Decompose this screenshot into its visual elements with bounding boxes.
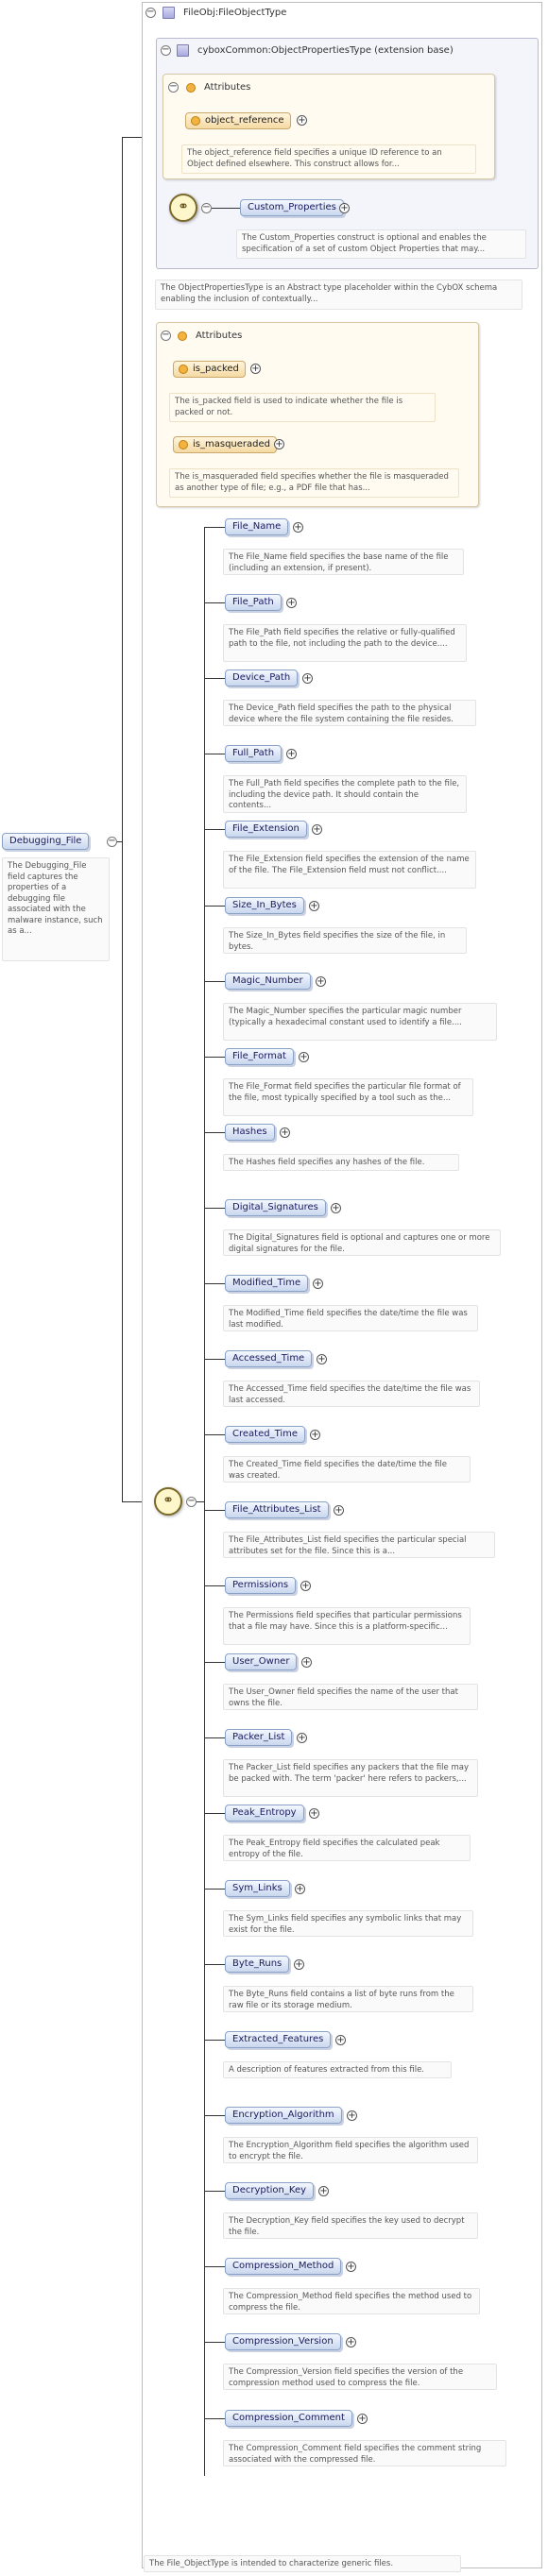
main-sequence-toggle[interactable]: − [187, 1496, 196, 1506]
compression-comment-description: The Compression_Comment field specifies the comment string associated with the compressed file. [223, 2440, 506, 2466]
element-connector [204, 2266, 225, 2267]
decryption-key-expand[interactable]: + [319, 2186, 328, 2196]
hashes-expand[interactable]: + [281, 1127, 289, 1138]
element-connector [204, 1510, 225, 1511]
element-decryption-key[interactable]: Decryption_Key [225, 2182, 314, 2199]
attribute-label: is_masqueraded [193, 439, 270, 449]
base-type-title: cyboxCommon:ObjectPropertiesType (extension base) [197, 45, 454, 56]
element-connector [204, 906, 225, 907]
is-packed-description: The is_packed field is used to indicate whether the file is packed or not. [169, 393, 436, 422]
user-owner-expand[interactable]: + [302, 1657, 311, 1668]
main-seq-connector [197, 1501, 204, 1502]
created-time-expand[interactable]: + [311, 1430, 319, 1440]
file-name-expand[interactable]: + [294, 522, 302, 533]
type-title: FileObj:FileObjectType [183, 8, 287, 18]
magic-number-expand[interactable]: + [317, 976, 325, 987]
size-in-bytes-description: The Size_In_Bytes field specifies the size of the file, in bytes. [223, 927, 467, 954]
accessed-time-expand[interactable]: + [317, 1354, 326, 1364]
element-modified-time[interactable]: Modified_Time [225, 1275, 308, 1292]
attribute-label: object_reference [205, 115, 284, 126]
permissions-description: The Permissions field specifies that particular permissions that a file may have. Since this is a platform-specific... [223, 1607, 471, 1645]
full-path-description: The Full_Path field specifies the complete path to the file, including the device path. It should contain the contents... [223, 775, 467, 813]
element-full-path[interactable]: Full_Path [225, 745, 282, 762]
attributes-icon [178, 331, 187, 341]
element-sym-links[interactable]: Sym_Links [225, 1880, 290, 1897]
element-packer-list[interactable]: Packer_List [225, 1729, 292, 1746]
attributes-icon [186, 83, 196, 93]
device-path-expand[interactable]: + [303, 673, 312, 684]
element-byte-runs[interactable]: Byte_Runs [225, 1956, 289, 1973]
file-name-description: The File_Name field specifies the base name of the file (including an extension, if present). [223, 549, 464, 575]
file-attributes-list-description: The File_Attributes_List field specifies the particular special attributes set for the file. Since this is a... [223, 1532, 495, 1558]
element-file-format[interactable]: File_Format [225, 1048, 294, 1065]
element-connector [204, 2418, 225, 2419]
element-extracted-features[interactable]: Extracted_Features [225, 2031, 331, 2048]
accessed-time-description: The Accessed_Time field specifies the date/time the file was last accessed. [223, 1381, 480, 1407]
compression-version-description: The Compression_Version field specifies the version of the compression method used to compress the file. [223, 2364, 497, 2390]
modified-time-description: The Modified_Time field specifies the date/time the file was last modified. [223, 1305, 478, 1331]
sym-links-description: The Sym_Links field specifies any symbolic links that may exist for the file. [223, 1910, 473, 1937]
base-attributes-title: Attributes [204, 82, 251, 93]
attribute-label: is_packed [193, 364, 239, 374]
root-collapse-toggle[interactable]: − [108, 836, 116, 846]
compression-version-expand[interactable]: + [347, 2337, 355, 2347]
hashes-description: The Hashes field specifies any hashes of the file. [223, 1154, 459, 1171]
file-attributes-list-expand[interactable]: + [334, 1505, 343, 1516]
element-connector [204, 527, 225, 528]
is-masqueraded-description: The is_masqueraded field specifies whether the file is masqueraded as another type of file; e.g., a PDF file that has... [169, 468, 459, 498]
element-compression-method[interactable]: Compression_Method [225, 2258, 341, 2275]
element-device-path[interactable]: Device_Path [225, 669, 298, 686]
attribute-is-packed[interactable] [173, 361, 246, 378]
element-compression-version[interactable]: Compression_Version [225, 2333, 341, 2350]
attribute-object-reference[interactable] [185, 112, 291, 129]
file-attributes-toggle[interactable]: − [162, 330, 170, 340]
element-file-extension[interactable]: File_Extension [225, 821, 307, 838]
type-description: The File_ObjectType is intended to characterize generic files. [144, 2555, 461, 2572]
element-file-name[interactable]: File_Name [225, 518, 288, 535]
element-permissions[interactable]: Permissions [225, 1577, 296, 1594]
attribute-icon [179, 440, 188, 449]
byte-runs-expand[interactable]: + [295, 1959, 303, 1970]
file-extension-expand[interactable]: + [313, 824, 321, 835]
file-attributes-title: Attributes [196, 330, 243, 341]
element-size-in-bytes[interactable]: Size_In_Bytes [225, 897, 304, 914]
base-collapse-toggle[interactable]: − [162, 44, 170, 55]
element-custom-properties[interactable]: Custom_Properties [240, 199, 344, 216]
element-connector [204, 1434, 225, 1435]
main-sequence-icon: ⚭ [154, 1487, 182, 1516]
file-extension-description: The File_Extension field specifies the extension of the name of the file. The File_Extension field must not conflict.... [223, 851, 476, 889]
object-reference-description: The object_reference field specifies a unique ID reference to an Object defined elsewhere. This construct allows for... [181, 144, 476, 174]
base-type-description: The ObjectPropertiesType is an Abstract type placeholder within the CybOX schema enabling the inclusion of contextually... [155, 280, 522, 310]
is-packed-expand[interactable]: + [251, 364, 260, 374]
element-connector [204, 2342, 225, 2343]
attribute-icon [191, 116, 200, 126]
element-connector [204, 829, 225, 830]
element-connector [204, 1283, 225, 1284]
attribute-is-masqueraded[interactable] [173, 436, 277, 453]
attribute-icon [179, 364, 188, 374]
element-accessed-time[interactable]: Accessed_Time [225, 1350, 312, 1367]
file-path-expand[interactable]: + [287, 598, 296, 608]
element-connector [204, 2115, 225, 2116]
element-digital-signatures[interactable]: Digital_Signatures [225, 1199, 326, 1216]
created-time-description: The Created_Time field specifies the date/time the file was created. [223, 1456, 471, 1483]
modified-time-expand[interactable]: + [314, 1279, 322, 1289]
element-magic-number[interactable]: Magic_Number [225, 973, 311, 990]
encryption-algorithm-expand[interactable]: + [348, 2110, 356, 2121]
element-peak-entropy[interactable]: Peak_Entropy [225, 1805, 304, 1822]
file-format-description: The File_Format field specifies the particular file format of the file, most typically specified by a tool such as the... [223, 1078, 473, 1116]
root-element-debugging-file[interactable]: Debugging_File [2, 833, 89, 850]
full-path-expand[interactable]: + [287, 749, 296, 759]
peak-entropy-expand[interactable]: + [310, 1808, 318, 1819]
compression-method-description: The Compression_Method field specifies the method used to compress the file. [223, 2288, 480, 2314]
element-connector [204, 1889, 225, 1890]
element-connector [204, 1132, 225, 1133]
element-connector [204, 2040, 225, 2041]
element-connector [204, 981, 225, 982]
object-reference-expand[interactable]: + [298, 115, 306, 126]
extracted-features-description: A description of features extracted from this file. [223, 2061, 452, 2078]
byte-runs-description: The Byte_Runs field contains a list of byte runs from the raw file or its storage medium. [223, 1986, 473, 2012]
base-attributes-toggle[interactable]: − [169, 81, 178, 92]
type-collapse-toggle[interactable]: − [146, 7, 155, 17]
element-file-attributes-list[interactable]: File_Attributes_List [225, 1501, 329, 1518]
size-in-bytes-expand[interactable]: + [310, 901, 318, 911]
element-connector [204, 602, 225, 603]
digital-signatures-description: The Digital_Signatures field is optional and captures one or more digital signatures for the file. [223, 1229, 501, 1256]
element-connector [204, 1057, 225, 1058]
element-connector [204, 1585, 225, 1586]
root-description: The Debugging_File field captures the properties of a debugging file associated with the malware instance, such as a... [2, 857, 110, 961]
element-encryption-algorithm[interactable]: Encryption_Algorithm [225, 2107, 342, 2124]
element-connector [204, 2191, 225, 2192]
element-connector [204, 1813, 225, 1814]
element-user-owner[interactable]: User_Owner [225, 1653, 297, 1670]
element-connector [204, 678, 225, 679]
base-sequence-icon: ⚭ [169, 194, 197, 222]
base-sequence-toggle[interactable]: − [202, 202, 211, 212]
element-connector [204, 1359, 225, 1360]
element-connector [204, 1964, 225, 1965]
element-created-time[interactable]: Created_Time [225, 1426, 305, 1443]
custom-properties-description: The Custom_Properties construct is optional and enables the specification of a set of custom Object Properties that may... [236, 229, 526, 259]
file-format-expand[interactable]: + [300, 1052, 308, 1062]
sym-links-expand[interactable]: + [296, 1884, 304, 1894]
element-connector [204, 1662, 225, 1663]
device-path-description: The Device_Path field specifies the path to the physical device where the file system containing the file resides. [223, 700, 476, 726]
element-hashes[interactable]: Hashes [225, 1124, 275, 1141]
trunk-connector [122, 137, 123, 1501]
packer-list-expand[interactable]: + [298, 1733, 306, 1743]
encryption-algorithm-description: The Encryption_Algorithm field specifies the algorithm used to encrypt the file. [223, 2137, 478, 2163]
extracted-features-expand[interactable]: + [336, 2035, 345, 2045]
complex-type-icon [163, 7, 175, 19]
is-masqueraded-expand[interactable]: + [275, 439, 283, 449]
permissions-expand[interactable]: + [301, 1581, 310, 1591]
base-type-icon [177, 44, 189, 57]
file-path-description: The File_Path field specifies the relative or fully-qualified path to the file, not including the path to the device.... [223, 624, 467, 662]
element-compression-comment[interactable]: Compression_Comment [225, 2410, 352, 2427]
digital-signatures-expand[interactable]: + [332, 1203, 340, 1213]
magic-number-description: The Magic_Number specifies the particular magic number (typically a hexadecimal constant used to identify a file.... [223, 1003, 497, 1041]
element-connector [204, 1208, 225, 1209]
elements-spine [204, 527, 205, 2476]
compression-method-expand[interactable]: + [347, 2262, 355, 2272]
user-owner-description: The User_Owner field specifies the name of the user that owns the file. [223, 1684, 478, 1710]
custom-properties-expand[interactable]: + [340, 203, 349, 213]
peak-entropy-description: The Peak_Entropy field specifies the calculated peak entropy of the file. [223, 1835, 471, 1861]
element-connector [204, 1737, 225, 1738]
decryption-key-description: The Decryption_Key field specifies the key used to decrypt the file. [223, 2212, 478, 2239]
element-file-path[interactable]: File_Path [225, 594, 282, 611]
base-seq-connector [212, 208, 240, 209]
compression-comment-expand[interactable]: + [358, 2414, 367, 2424]
packer-list-description: The Packer_List field specifies any packers that the file may be packed with. The term 'packer' here refers to packers,... [223, 1759, 478, 1797]
